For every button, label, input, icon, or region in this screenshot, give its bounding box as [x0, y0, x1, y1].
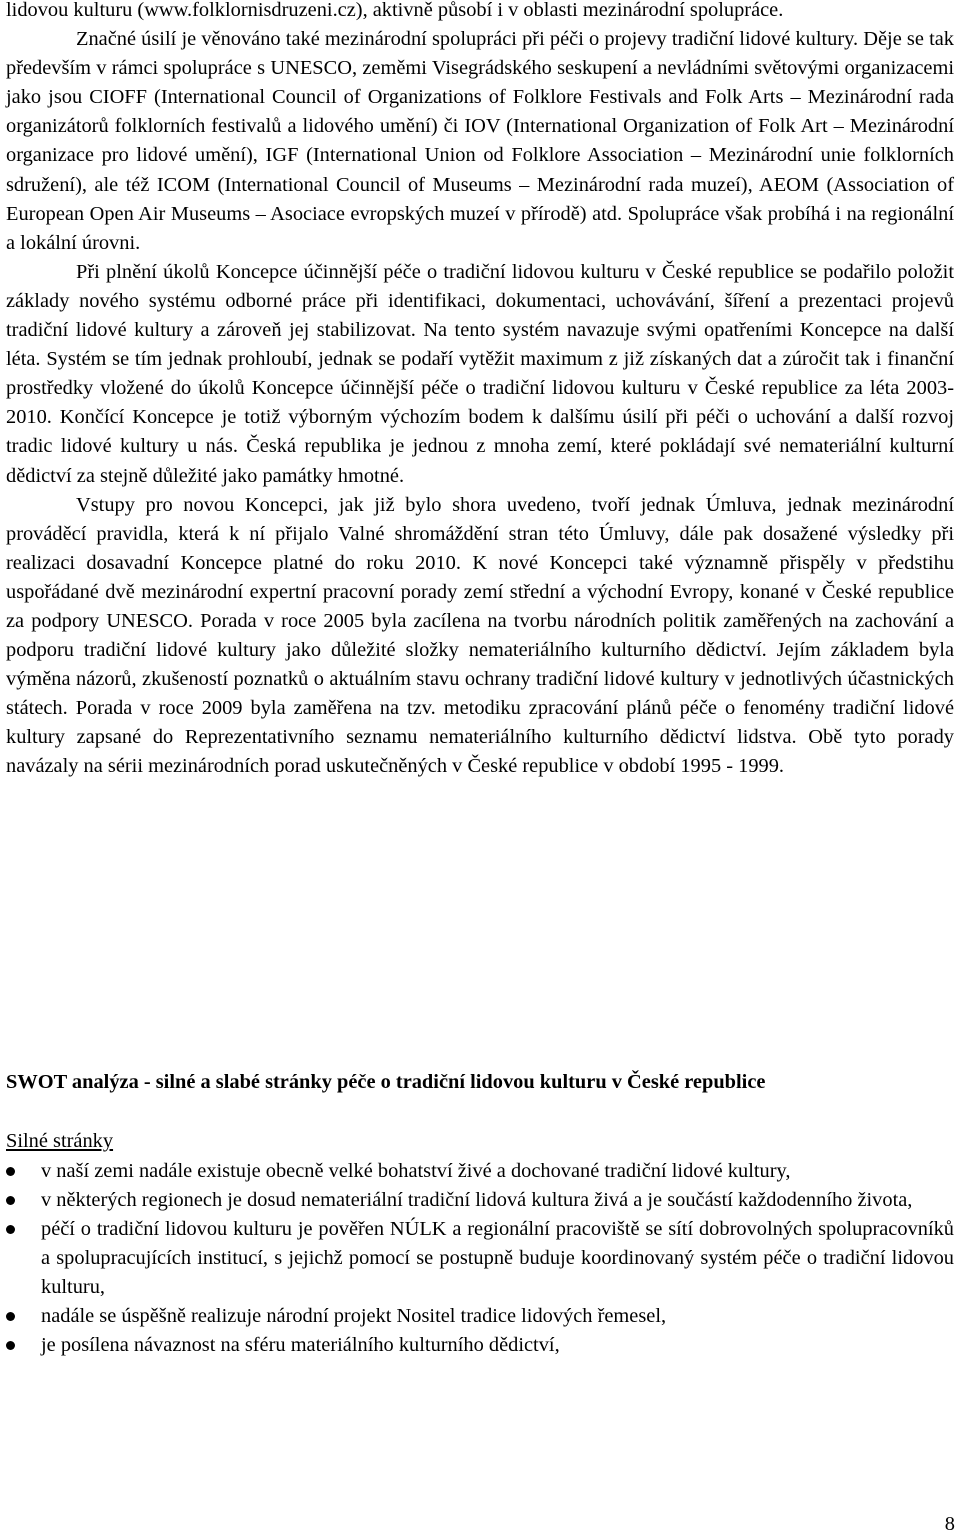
- bullet-icon: [6, 1312, 15, 1321]
- list-item: [6, 1215, 954, 1302]
- list-item: [6, 1331, 954, 1360]
- paragraph-concept-inputs: Vstupy pro novou Koncepci, jak již bylo shora uvedeno, tvoří jednak Úmluva, jednak mezinárodní prováděcí pravidla, která k ní přijalo Valné shromáždění stran této Úmluvy, dále pak dosažené výsledky při realizaci dosavadní Koncepce platné do roku 2010. K nové Koncepci také významně přispěly v předstihu uspořádané dvě mezinárodní expertní pracovní porady zemí střední a východní Evropy, konané v České republice za podpory UNESCO. Porada v roce 2005 byla zacílena na tvorbu národních politik zaměřených na zachování a podporu tradiční lidové kultury jako důležité složky nemateriálního kulturního dědictví. Jejím základem byla výměna názorů, zkušeností poznatků o aktuálním stavu ochrany tradiční lidové kultury v jednotlivých účastnických státech. Porada v roce 2009 byla zaměřena na tzv. metodiku zpracování plánů péče o fenomény tradiční lidové kultury zapsané do Reprezentativního seznamu nemateriálního kulturního dědictví lidstva. Obě tyto porady navázaly na sérii mezinárodních porad uskutečněných v České republice v období 1995 - 1999.: [6, 493, 954, 778]
- list-item-text: v naší zemi nadále existuje obecně velké bohatství živé a dochované tradiční lidové kultury,: [41, 1160, 791, 1182]
- strengths-subheading: Silné stránky: [6, 1130, 114, 1152]
- bullet-icon: [6, 1341, 15, 1350]
- list-item-text: nadále se úspěšně realizuje národní projekt Nositel tradice lidových řemesel,: [41, 1305, 667, 1327]
- bullet-icon: [6, 1225, 15, 1234]
- paragraph-international-cooperation: Značné úsilí je věnováno také mezinárodní spolupráci při péči o projevy tradiční lidové kultury. Děje se tak především v rámci spolupráce s UNESCO, zeměmi Visegrádského seskupení a nevládními světovými organizacemi jako jsou CIOFF (International Council of Organizations of Folklore Festivals and Folk Arts – Mezinárodní rada organizátorů folklorních festivalů a lidového umění) či IOV (International Organization of Folk Art – Mezinárodní organizace pro lidové umění), IGF (International Union od Folklore Association – Mezinárodní unie folklorních sdružení), ale též ICOM (International Council of Museums – Mezinárodní rada muzeí), AEOM (Association of European Open Air Museums – Asociace evropských muzeí v přírodě) atd. Spolupráce však probíhá i na regionální a lokální úrovni.: [6, 28, 954, 254]
- bullet-icon: [6, 1196, 15, 1205]
- bullet-icon: [6, 1167, 15, 1176]
- list-item-text: péčí o tradiční lidovou kulturu je pověřen NÚLK a regionální pracoviště se sítí dobrovolných spolupracovníků a spolupracujících institucí, s jejichž pomocí se postupně buduje koordinovaný systém péče o tradiční lidovou kulturu,: [41, 1218, 954, 1298]
- list-item: [6, 1157, 954, 1186]
- list-item-text: je posílena návaznost na sféru materiálního kulturního dědictví,: [41, 1334, 560, 1356]
- document-body: [6, 0, 954, 782]
- list-item: [6, 1186, 954, 1215]
- paragraph-intro: lidovou kulturu (www.folklornisdruzeni.cz), aktivně působí i v oblasti mezinárodní spolupráce.: [6, 0, 784, 21]
- swot-heading: SWOT analýza - silné a slabé stránky péče o tradiční lidovou kulturu v České republice: [6, 1071, 766, 1093]
- paragraph-concept-results: Při plnění úkolů Koncepce účinnější péče o tradiční lidovou kulturu v České republice se podařilo položit základy nového systému odborné práce při identifikaci, dokumentaci, uchovávání, šíření a prezentaci projevů tradiční lidové kultury a zároveň jej stabilizovat. Na tento systém navazuje svými opatřeními Koncepce na další léta. Systém se tím jednak prohloubí, jednak se podaří vytěžit maximum z již získaných dat a zúročit tak i finanční prostředky vložené do úkolů Koncepce účinnější péče o tradiční lidovou kulturu v České republice za léta 2003-2010. Končící Koncepce je totiž výborným výchozím bodem k dalšímu úsilí při péči o uchování a další rozvoj tradic lidové kultury u nás. Česká republika je jednou z mnoha zemí, které pokládají své nemateriální kulturní dědictví za stejně důležité jako památky hmotné.: [6, 260, 954, 487]
- page-number: 8: [944, 1513, 955, 1535]
- strengths-list: [6, 1157, 954, 1360]
- list-item: [6, 1302, 954, 1331]
- list-item-text: v některých regionech je dosud nemateriální tradiční lidová kultura živá a je součástí každodenního života,: [41, 1189, 913, 1211]
